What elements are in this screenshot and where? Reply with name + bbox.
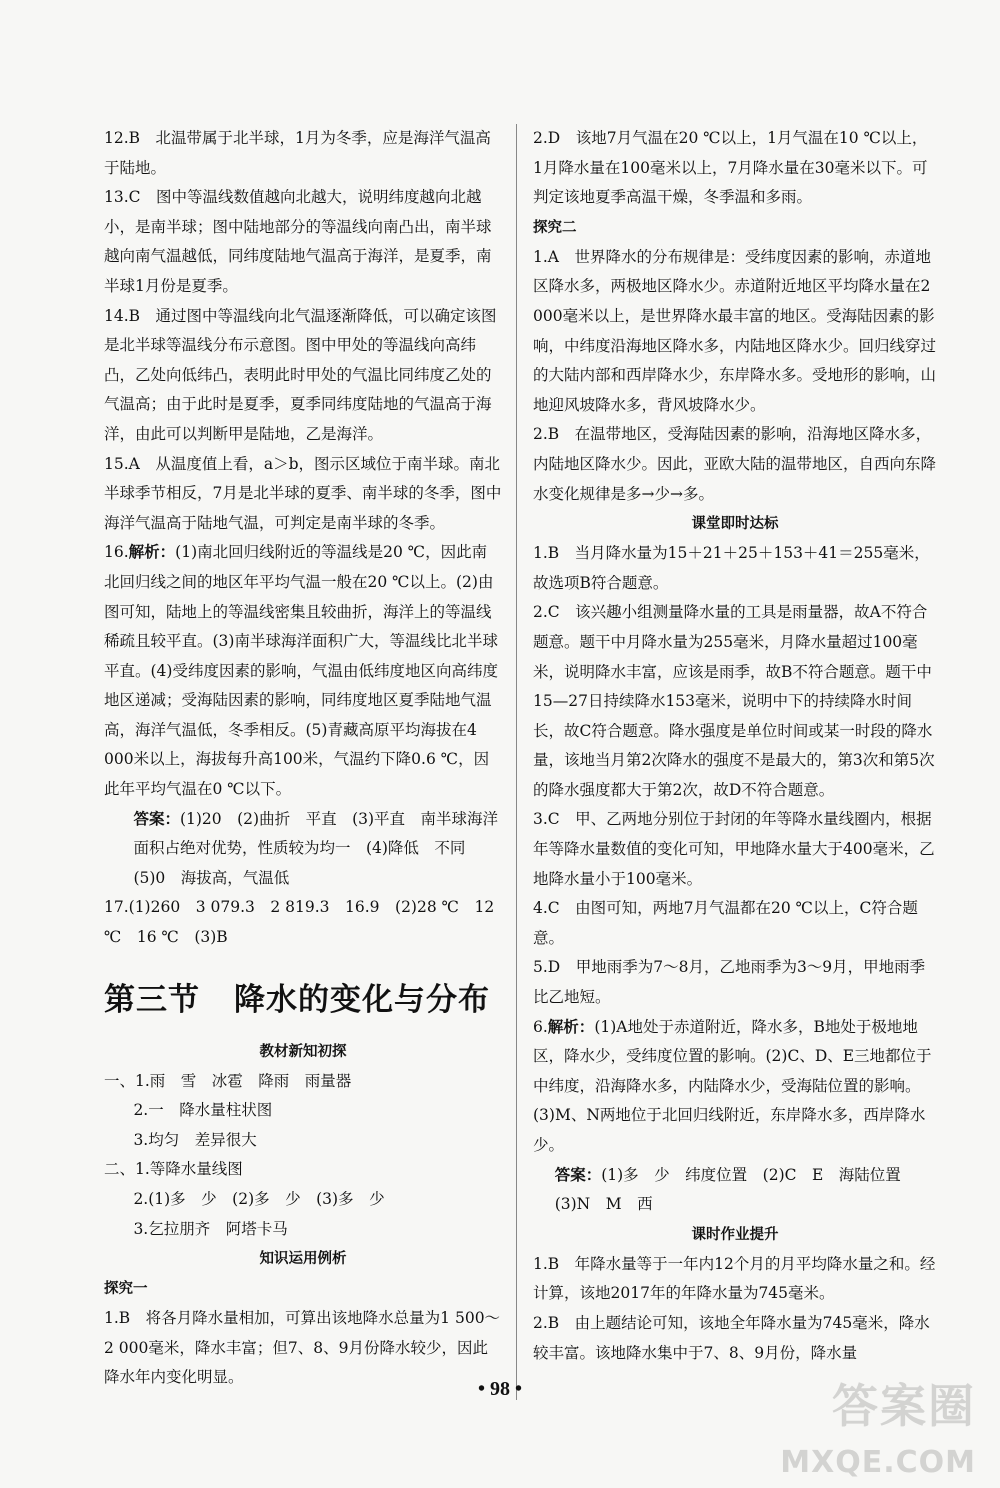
analysis-text: (1)南北回归线附近的等温线是20 ℃，因此南北回归线之间的地区年平均气温一般在20 ℃以上。(2)由图可知，陆地上的等温线密集且较曲折，海洋上的等温线稀疏且较平直。(3)南半球海洋面积广大，等温线比北半球平直。(4)受纬度因素的影响，气温由低纬度地区向高纬度地区递减；受海陆因素的影响，同纬度地区夏季陆地气温高，海洋气温低，冬季相反。(5)青藏高原平均海拔在4 000米以上，海拔每升高100米，气温约下降0.6 ℃，因此年平均气温在0 ℃以下。 (104, 543, 498, 799)
page-number: • 98 • (477, 1378, 522, 1400)
answer-key-text: (1)多 少 纬度位置 (2)C E 海陆位置 (3)N M 西 (554, 1165, 917, 1214)
answer-item-17 (104, 893, 502, 952)
answer-text: 1.B 当月降水量为15＋21＋25＋153＋41＝255毫米，故选项B符合题意。 (533, 544, 930, 592)
explore-heading-2: 探究二 (533, 219, 577, 236)
answer-text: 12.B 北温带属于北半球，1月为冬季，应是海洋气温高于陆地。 (104, 129, 491, 177)
answer-item-15 (104, 450, 502, 539)
classroom-item-3 (533, 805, 937, 894)
answer-text: 3.C 甲、乙两地分别位于封闭的年等降水量线圈内，根据年等降水量数值的变化可知，甲地降水量大于400毫米，乙地降水量小于100毫米。 (533, 810, 935, 888)
fill-line: 3.乞拉朋齐 阿塔卡马 (133, 1219, 288, 1238)
homework-item-2 (533, 1309, 937, 1368)
explore2-item-2 (533, 420, 937, 509)
item-number: 6. (533, 1017, 548, 1036)
explore2-item-1 (533, 243, 937, 421)
watermark-logo (780, 1370, 980, 1480)
answer-key-text: (1)20 (2)曲折 平直 (3)平直 南半球海洋面积占绝对优势，性质较为均一 (4)降低 不同 (5)0 海拔高，气温低 (133, 809, 499, 887)
section-heading-new-knowledge: 教材新知初探 (259, 1043, 347, 1060)
fill-line: 3.均匀 差异很大 (133, 1130, 257, 1149)
watermark-text: 答案圈 (832, 1379, 976, 1433)
answer-16-key (104, 805, 502, 894)
answer-text: 2.C 该兴趣小组测量降水量的工具是雨量器，故A不符合题意。题干中月降水量为255毫米，月降水量超过100毫米，说明降水丰富，应该是雨季，故B不符合题意。题干中15—27日持续降水153毫米，说明中下的持续降水时间长，故C符合题意。降水强度是单位时间或某一时段的降水量，该地当月第2次降水的强度不是最大的，第3次和第5次的降水强度都大于第2次，故D不符合题意。 (533, 603, 935, 799)
answer-text: 17.(1)260 3 079.3 2 819.3 16.9 (2)28 ℃ 12 ℃ 16 ℃ (3)B (104, 898, 495, 947)
explore-heading-1: 探究一 (104, 1281, 148, 1298)
classroom-item-2 (533, 598, 937, 805)
answer-text: 1.A 世界降水的分布规律是：受纬度因素的影响，赤道地区降水多，两极地区降水少。赤道附近地区平均降水量在2 000毫米以上，是世界降水最丰富的地区。受海陆因素的影响，中纬度沿海地区降水多，内陆地区降水少。回归线穿过的大陆内部和西岸降水少，东岸降水多。受地形的影响，山地迎风坡降水多，背风坡降水少。 (533, 247, 937, 414)
answer-label: 答案： (554, 1165, 602, 1184)
chapter-heading (104, 967, 502, 1033)
answer-label: 答案： (133, 809, 180, 828)
answer-text: 15.A 从温度值上看，a＞b，图示区域位于南半球。南北半球季节相反，7月是北半球的夏季、南半球的冬季，图中海洋气温高于陆地气温，可判定是南半球的冬季。 (104, 454, 502, 532)
analysis-label: 解析： (547, 1017, 595, 1036)
answer-text: 2.B 在温带地区，受海陆因素的影响，沿海地区降水多，内陆地区降水少。因此，亚欧大陆的温带地区，自西向东降水变化规律是多→少→多。 (533, 425, 937, 503)
fill-line: 一、1.雨 雪 冰雹 降雨 雨量器 (104, 1071, 352, 1090)
fill-line: 二、1.等降水量线图 (104, 1160, 243, 1179)
classroom-item-4 (533, 894, 937, 953)
answer-text: 5.D 甲地雨季为7～8月，乙地雨季为3～9月，甲地雨季比乙地短。 (533, 958, 926, 1007)
section-heading-homework: 课时作业提升 (691, 1226, 779, 1243)
answer-text: 2.D 该地7月气温在20 ℃以上，1月气温在10 ℃以上，1月降水量在100毫米以上，7月降水量在30毫米以下。可判定该地夏季高温干燥，冬季温和多雨。 (533, 129, 928, 207)
chapter-title: 降水的变化与分布 (234, 981, 490, 1018)
section-heading-classroom-check: 课堂即时达标 (691, 516, 779, 533)
answer-item-13 (104, 183, 502, 301)
classroom-item-6 (533, 1013, 937, 1161)
answer-text: 1.B 将各月降水量相加，可算出该地降水总量为1 500～2 000毫米，降水丰富；但7、8、9月份降水较少，因此降水年内变化明显。 (104, 1309, 501, 1387)
fill-line: 2.一 降水量柱状图 (133, 1101, 273, 1120)
item-number: 16. (104, 543, 129, 562)
classroom-item-1 (533, 539, 937, 598)
answer-text: 1.B 年降水量等于一年内12个月的月平均降水量之和。经计算，该地2017年的年降水量为745毫米。 (533, 1254, 936, 1303)
analysis-text: (1)A地处于赤道附近，降水多，B地处于极地地区，降水少，受纬度位置的影响。(2)C、D、E三地都位于中纬度，沿海降水多，内陆降水少，受海陆位置的影响。(3)M、N两地位于北回归线附近，东岸降水多，西岸降水少。 (533, 1017, 932, 1154)
right-column (533, 124, 937, 1368)
answer-text: 2.B 由上题结论可知，该地全年降水量为745毫米，降水较丰富。该地降水集中于7、8、9月份，降水量 (533, 1313, 930, 1362)
answer-item-16 (104, 538, 502, 804)
answer-text: 13.C 图中等温线数值越向北越大，说明纬度越向北越小，是南半球；图中陆地部分的等温线向南凸出，南半球越向南气温越低，同纬度陆地气温高于海洋，是夏季，南半球1月份是夏季。 (104, 188, 492, 295)
column-divider (516, 124, 517, 1400)
explore1-item-2 (533, 124, 937, 213)
answer-text: 4.C 由图可知，两地7月气温都在20 ℃以上，C符合题意。 (533, 899, 918, 947)
answer-item-12 (104, 124, 502, 183)
watermark-url: MXQE.COM (780, 1445, 976, 1480)
answer-text: 14.B 通过图中等温线向北气温逐渐降低，可以确定该图是北半球等温线分布示意图。图中甲处的等温线向高纬凸，乙处向低纬凸，表明此时甲处的气温比同纬度乙处的气温高；由于此时是夏季，夏季同纬度陆地的气温高于海洋，由此可以判断甲是陆地，乙是海洋。 (104, 306, 497, 443)
chapter-number: 第三节 (104, 981, 200, 1018)
classroom-item-5 (533, 953, 937, 1012)
homework-item-1 (533, 1250, 937, 1309)
classroom-6-key (533, 1161, 937, 1220)
fill-line: 2.(1)多 少 (2)多 少 (3)多 少 (133, 1190, 385, 1208)
analysis-label: 解析： (128, 543, 176, 562)
section-heading-knowledge-application: 知识运用例析 (259, 1251, 347, 1268)
answer-item-14 (104, 302, 502, 450)
left-column (104, 124, 502, 1393)
